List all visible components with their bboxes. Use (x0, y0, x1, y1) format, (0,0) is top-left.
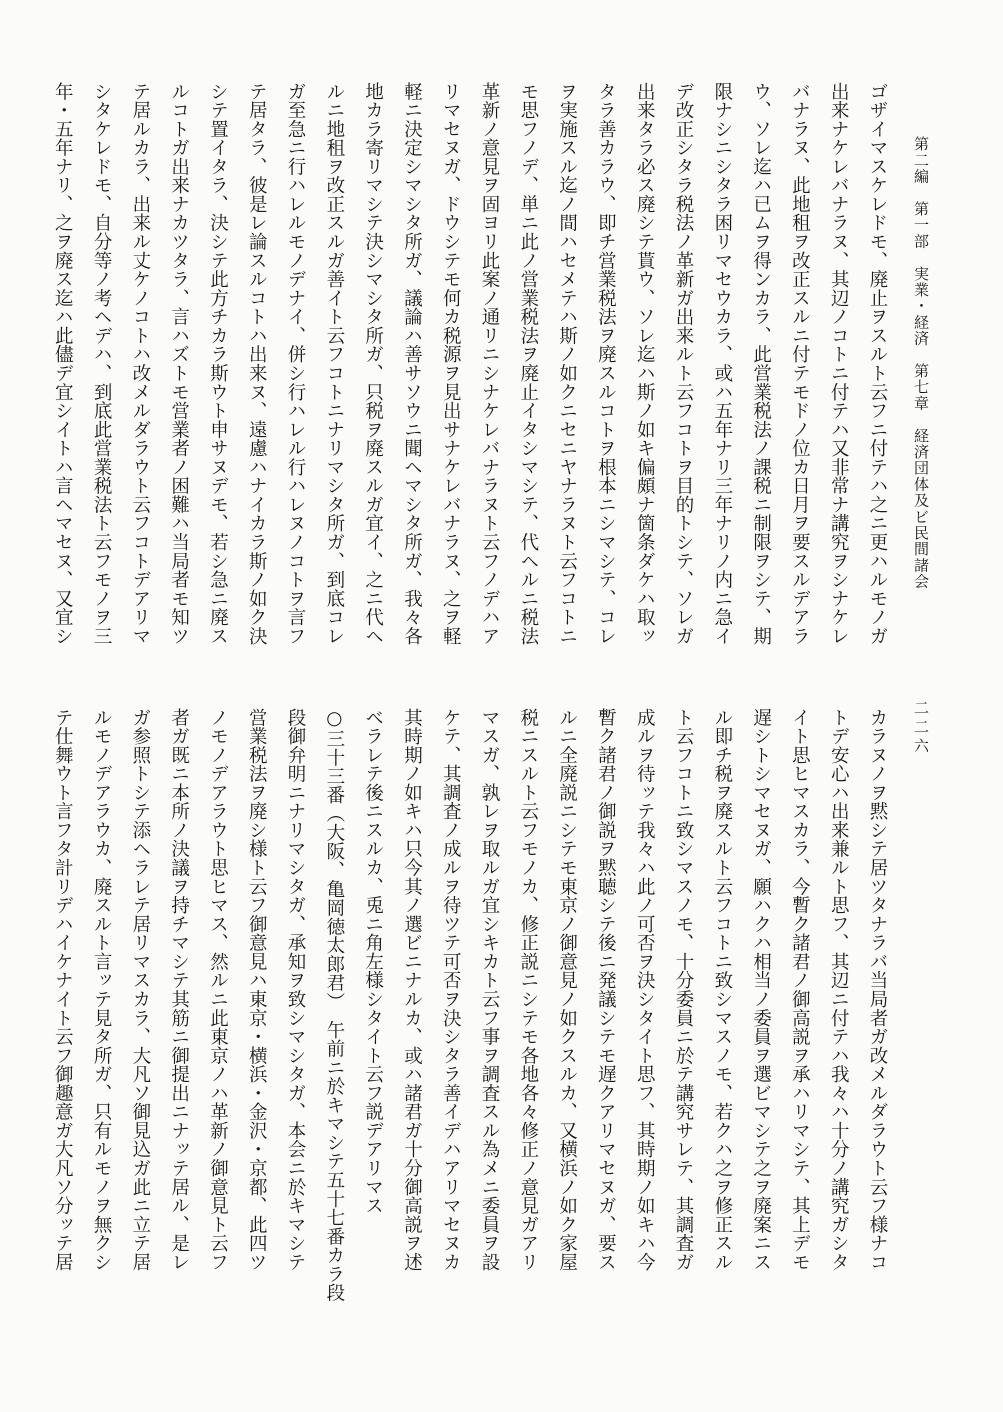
text-line: ルニ地租ヲ改正スルガ善イト云フコトニナリマシタ所ガ、到底コレ (323, 82, 345, 646)
text-line: トデ安心ハ出来兼ルト思フ、其辺ニ付テハ我々ハ十分ノ講究ガシタ (828, 708, 850, 1272)
text-line: ベラレテ後ニスルカ、兎ニ角左様シタイト云フ説デアリマス (362, 708, 384, 1216)
text-line: ウ、ソレ迄ハ已ムヲ得ンカラ、此営業税法ノ課税ニ制限ヲシテ、期 (750, 82, 772, 646)
text-line: 営業税法ヲ廃シ様ト云フ御意見ハ東京・横浜・金沢・京都、此四ツ (246, 708, 268, 1272)
text-line: 成ルヲ待ッテ我々ハ此ノ可否ヲ決シタイト思フ、其時期ノ如キハ今 (634, 708, 656, 1272)
text-line: 税ニスルト云フモノカ、修正説ニシテモ各地各々修正ノ意見ガアリ (517, 708, 539, 1272)
text-line: テ居タラ、彼是レ論スルコトハ出来ヌ、遠慮ハナイカラ斯ノ如ク決 (246, 82, 268, 646)
text-line: シテ置イタラ、決シテ此方チカラ斯ウト申サヌデモ、若シ急ニ廃ス (207, 82, 229, 646)
text-line: テ仕舞ウト言フタ計リデハイケナイト云フ御趣意ガ大凡ソ分ッテ居 (52, 708, 74, 1272)
text-line: シタケレドモ、自分等ノ考ヘデハ、到底此営業税法ト云フモノヲ三 (91, 82, 113, 646)
text-line: ゴザイマスケレドモ、廃止ヲスルト云フニ付テハ之ニ更ハルモノガ (867, 82, 888, 646)
text-line: デ改正シタラ税法ノ革新ガ出来ルト云フコトヲ目的トシテ、ソレガ (673, 82, 695, 646)
text-line: 革新ノ意見ヲ固ヨリ此案ノ通リニシナケレバナラヌト云フノデハア (479, 82, 501, 646)
text-line: 遅シトシマセヌガ、願ハクハ相当ノ委員ヲ選ビマシテ之ヲ廃案ニス (750, 708, 772, 1272)
text-line: ルモノデアラウカ、廃スルト言ッテ見タ所ガ、只有ルモノヲ無クシ (91, 708, 113, 1272)
text-line: 限ナシニシタラ困リマセウカラ、或ハ五年ナリ三年ナリノ内ニ急イ (711, 82, 733, 646)
text-line: 暫ク諸君ノ御説ヲ黙聴シテ後ニ発議シテモ遅クアリマセヌガ、要ス (595, 708, 617, 1272)
text-line: ト云フコトニ致シマスノモ、十分委員ニ於テ講究サレテ、其調査ガ (673, 708, 695, 1272)
text-line: リマセヌガ、ドウシテモ何カ税源ヲ見出サナケレバナラヌ、之ヲ軽 (440, 82, 462, 646)
text-line: ル即チ税ヲ廃スルト云フコトニ致シマスノモ、若クハ之ヲ修正スル (711, 708, 733, 1272)
text-line: ○三十三番（大阪、亀岡徳太郎君） 午前ニ於キマシテ五十七番カラ段 (323, 708, 345, 1303)
text-line: カラヌノヲ黙シテ居ツタナラバ当局者ガ改メルダラウト云フ様ナコ (867, 708, 888, 1272)
text-line: 出来ナケレバナラヌ、其辺ノコトニ付テハ又非常ナ講究ヲシナケレ (828, 82, 850, 646)
text-line: イト思ヒマスカラ、今暫ク諸君ノ御高説ヲ承ハリマシテ、其上デモ (789, 708, 811, 1272)
text-line: テ居ルカラ、出来ル丈ケノコトハ改メルダラウト云フコトデアリマ (129, 82, 151, 646)
text-line: ケテ、其調査ノ成ルヲ待ツテ可否ヲ決シタラ善イデハアリマセヌカ (440, 708, 462, 1272)
text-line: 地カラ寄リマシテ決シマシタ所ガ、只税ヲ廃スルガ宜イ、之ニ代ヘ (362, 82, 384, 646)
upper-text-block (52, 82, 892, 682)
text-line: ルニ全廃説ニシテモ東京ノ御意見ノ如クスルカ、又横浜ノ如ク家屋 (556, 708, 578, 1272)
running-header: 第二編 第一部 実業・経済 第七章 経済団体及ビ民間諸会 (912, 136, 930, 590)
text-line: バナラヌ、此地租ヲ改正スルニ付テモドノ位カ日月ヲ要スルデアラ (789, 82, 811, 646)
text-line: 段御弁明ニナリマシタガ、承知ヲ致シマシタガ、本会ニ於キマシテ (285, 708, 307, 1272)
text-line: 軽ニ決定シマシタ所ガ、議論ハ善サソウニ聞ヘマシタ所ガ、我々各 (401, 82, 423, 646)
text-line: 者ガ既ニ本所ノ決議ヲ持チマシテ其筋ニ御提出ニナッテ居ル、是レ (168, 708, 190, 1272)
text-line: マスガ、孰レヲ取ルガ宜シキカト云フ事ヲ調査スル為メニ委員ヲ設 (479, 708, 501, 1272)
text-line: 出来タラ必ス廃シテ貰ウ、ソレ迄ハ斯ノ如キ偏頗ナ箇条ダケハ取ッ (634, 82, 656, 646)
text-line: 其時期ノ如キハ只今其ノ選ビニナルカ、或ハ諸君ガ十分御高説ヲ述 (401, 708, 423, 1272)
page-number: 二二六 (912, 700, 930, 757)
text-line: モ思フノデ、単ニ此ノ営業税法ヲ廃止イタシマシテ、代ヘルニ税法 (517, 82, 539, 646)
text-line: ガ参照トシテ添ヘラレテ居リマスカラ、大凡ソ御見込ガ此ニ立テ居 (129, 708, 151, 1272)
text-line: ノモノデアラウト思ヒマス、然ルニ此東京ノハ革新ノ御意見ト云フ (207, 708, 229, 1272)
lower-text-block (52, 708, 892, 1328)
text-line: ルコトガ出来ナカツタラ、言ハズトモ営業者ノ困難ハ当局者モ知ツ (168, 82, 190, 646)
text-line: ガ至急ニ行ハレルモノデナイ、併シ行ハレル行ハレヌノコトヲ言フ (285, 82, 307, 646)
text-line: タラ善カラウ、即チ営業税法ヲ廃スルコトヲ根本ニシマシテ、コレ (595, 82, 617, 646)
text-line: 年・五年ナリ、之ヲ廃ス迄ハ此儘デ宜シイトハ言ヘマセヌ、又宜シ (52, 82, 74, 646)
text-line: ヲ実施スル迄ノ間ハセメテハ斯ノ如クニセニヤナラヌト云フコトニ (556, 82, 578, 646)
